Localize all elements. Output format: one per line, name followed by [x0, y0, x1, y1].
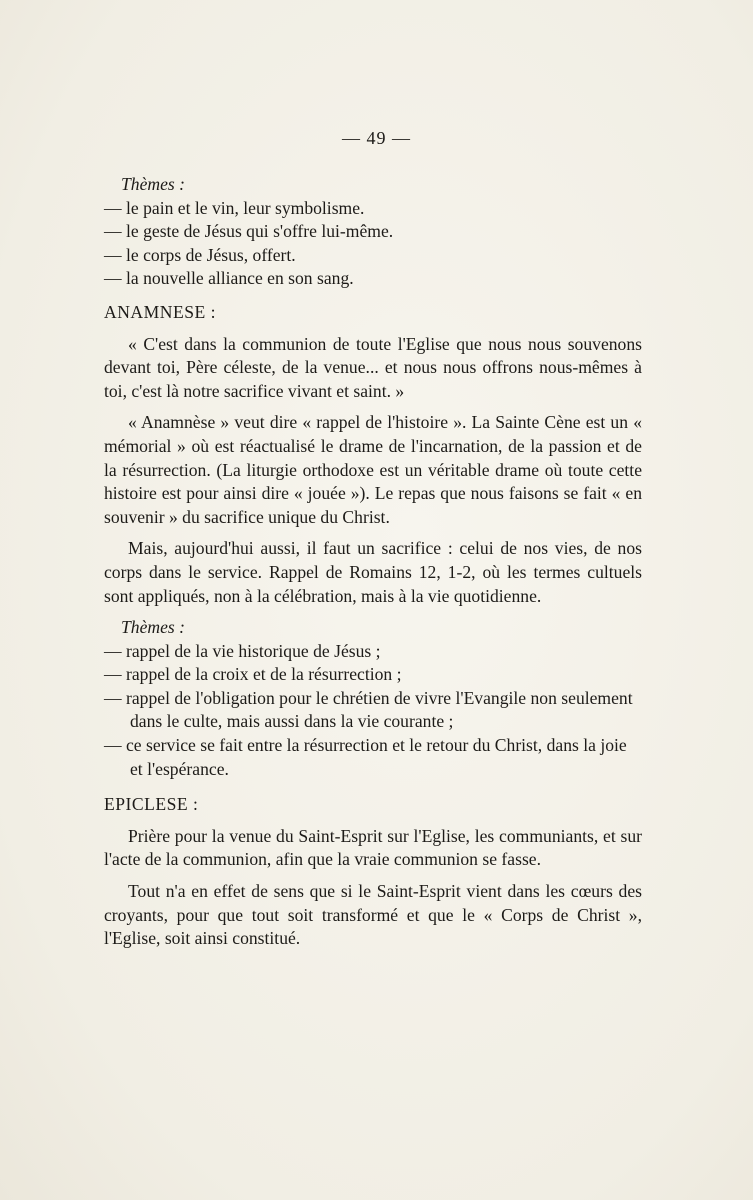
list-item: — la nouvelle alliance en son sang. [104, 268, 354, 289]
page-number: — 49 — [342, 128, 411, 148]
list-item: — le pain et le vin, leur symbolisme. [104, 197, 365, 218]
themes-heading: Thèmes : [121, 617, 186, 638]
section-heading-epiclese: EPICLESE : [104, 794, 199, 815]
themes-heading: Thèmes : [121, 174, 186, 194]
list-item: — ce service se fait entre la résurrection et le retour du Christ, dans la joie et l'espérance. [104, 735, 627, 779]
list-item: — le geste de Jésus qui s'offre lui-même. [104, 221, 394, 242]
paragraph: Tout n'a en effet de sens que si le Saint-Esprit vient dans les cœurs des croyants, pour que tout soit transformé et que le « Corps de Christ », l'Eglise, soit ainsi constitué. [104, 881, 642, 949]
page-body [104, 173, 642, 951]
section-heading-anamnese: ANAMNESE : [104, 301, 217, 322]
paragraph: « C'est dans la communion de toute l'Eglise que nous nous souvenons devant toi, Père céleste, de la venue... et nous nous offrons nous-mêmes à toi, c'est là notre sacrifice vivant et saint. » [104, 333, 642, 401]
paragraph: Prière pour la venue du Saint-Esprit sur l'Eglise, les communiants, et sur l'acte de la communion, afin que la vraie communion se fasse. [104, 825, 642, 870]
paragraph: Mais, aujourd'hui aussi, il faut un sacrifice : celui de nos vies, de nos corps dans le service. Rappel de Romains 12, 1-2, où les termes cultuels sont appliqués, non à la célébration, mais à la vie quotidienne. [104, 538, 642, 606]
list-item: — rappel de l'obligation pour le chrétien de vivre l'Evangile non seulement dans le culte, mais aussi dans la vie courante ; [104, 687, 633, 732]
paragraph: « Anamnèse » veut dire « rappel de l'histoire ». La Sainte Cène est un « mémorial » où est réactualisé le drame de l'incarnation, de la passion et de la résurrection. (La liturgie orthodoxe est un véritable drame où toute cette histoire est pour ainsi dire « jouée »). Le repas que nous faisons se fait « en souvenir » du sacrifice unique du Christ. [104, 412, 642, 527]
themes-list [104, 197, 642, 291]
list-item: — rappel de la croix et de la résurrection ; [104, 664, 402, 685]
themes-list [104, 640, 642, 782]
list-item: — le corps de Jésus, offert. [104, 244, 296, 265]
list-item: — rappel de la vie historique de Jésus ; [104, 640, 381, 661]
